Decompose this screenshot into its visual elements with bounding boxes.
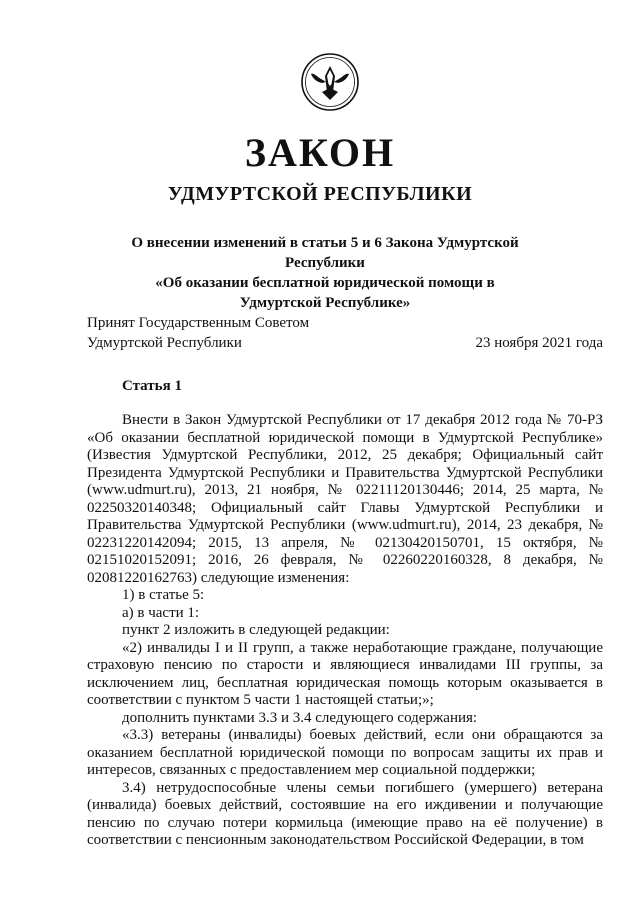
subject-line: «Об оказании бесплатной юридической помощи в [155,275,495,291]
subject-line: О внесении изменений в статьи 5 и 6 Закона Удмуртской Республики [131,235,519,271]
article-heading: Статья 1 [122,378,182,394]
paragraph: «3.3) ветераны (инвалиды) боевых действий, если они обращаются за оказанием бесплатной юридической помощи по вопросам защиты их прав и интересов, связанных с предоставлением мер социальной поддержки; [87,727,603,778]
subject-line: Удмуртской Республике» [239,295,411,311]
adoption-date: 23 ноября 2021 года [475,335,603,351]
document-title: ЗАКОН [244,130,396,175]
paragraph: 3.4) нетрудоспособные члены семьи погибшего (умершего) ветерана (инвалида) боевых действий, состоявшие на его иждивении и получающие пенсию по случаю потери кормильца (имеющие право на её получение) в соответствии с пенсионным законодательством Российской Федерации, в том [87,779,603,848]
law-subject [90,233,560,313]
coat-of-arms-emblem [300,52,360,112]
article-body [87,412,603,850]
paragraph: дополнить пунктами 3.3 и 3.4 следующего содержания: [122,709,478,726]
paragraph: «2) инвалиды I и II групп, а также неработающие граждане, получающие страховую пенсию по старости и являющиеся инвалидами III группы, за исключением лиц, бесплатная юридическая помощь которым оказывается в соответствии с пунктом 5 части 1 настоящей статьи;»; [87,639,603,708]
document-subtitle: УДМУРТСКОЙ РЕСПУБЛИКИ [167,183,473,205]
paragraph: а) в части 1: [122,604,200,621]
adoption-line: Принят Государственным Советом [87,315,310,331]
adoption-line: Удмуртской Республики [87,335,242,351]
paragraph: Внести в Закон Удмуртской Республики от 17 декабря 2012 года № 70-РЗ «Об оказании бесплатной юридической помощи в Удмуртской Республике» (Известия Удмуртской Республики, 2012, 25 декабря; Официальный сайт Президента Удмуртской Республики и Правительства Удмуртской Республики (www.udmurt.ru), 2013, 21 ноября, № 02211120130446; 2014, 25 марта, № 02250320140348; Официальный сайт Главы Удмуртской Республики и Правительства Удмуртской Республики (www.udmurt.ru), 2014, 23 декабря, № 02231220142094; 2015, 13 апреля, № 02130420150701, 15 октября, № 02151020152091; 2016, 26 февраля, № 02260220160328, 8 декабря, № 02081220162763) следующие изменения: [87,412,603,586]
paragraph: пункт 2 изложить в следующей редакции: [122,622,390,638]
adoption-info [87,313,309,353]
paragraph: 1) в статье 5: [122,587,205,603]
